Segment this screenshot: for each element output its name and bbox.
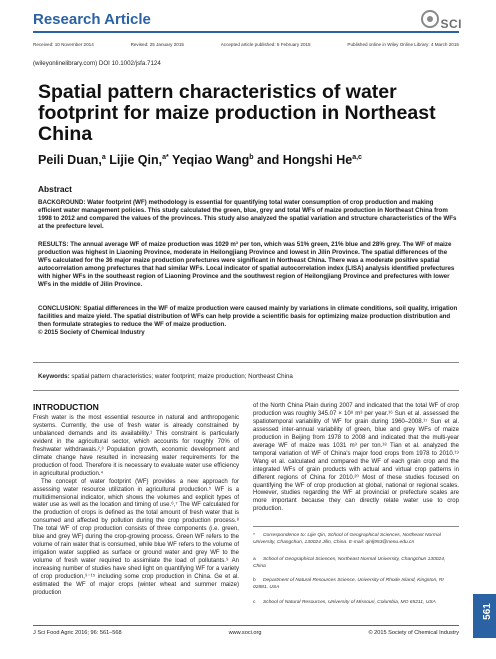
doi-link[interactable]: (wileyonlinelibrary.com) DOI 10.1002/jsfa.7124: [33, 60, 161, 67]
publication-dates: [33, 42, 459, 47]
revised-date: Revised: 25 January 2015: [130, 42, 184, 47]
background-text: Water footprint (WF) methodology is essential for quantifying total water consumption of crop production and making efficient water management policies. This study calculated the green, blue, grey and total WFs of maize production in Northeast China from 1998 to 2012 and compared the values of the provinces. This study also analyzed the spatial variation and structure characteristics of the WFs at the prefecture level.: [38, 199, 457, 230]
footnote-mark: *: [253, 533, 255, 538]
received-date: Received: 10 November 2014: [33, 42, 94, 47]
keywords: [38, 373, 293, 380]
body-column-left: [33, 415, 239, 598]
page-number: 561: [481, 603, 493, 620]
author-name[interactable]: Yeqiao Wang: [168, 153, 250, 167]
footnote-text: School of Geographical Sciences, Northeast Normal University, Changchun 130024, China: [253, 557, 446, 569]
published-date: Published online in Wiley Online Library: 4 March 2015: [347, 42, 459, 47]
footnote-mark: c: [253, 600, 256, 605]
page-number-tab: [473, 594, 496, 638]
abstract-conclusion: [38, 305, 458, 337]
footnote-text: Correspondence to: Lijie Qin, School of Geographical Sciences, Northeast Normal University, Changchun, 130024 Jilin, China. E-mail: qinlj953@nenu.edu.cn: [253, 533, 441, 545]
results-text: The annual average WF of maize production was 1029 m³ per ton, which was 51% green, 21% blue and 28% grey. The WF of maize production was highest in Liaoning Province, moderate in Heilongjiang Province and lowest in Jilin Province. The spatial differences of the WFs calculated for the 36 major maize production prefectures were significant in Northeast China. There was a moderate positive spatial autocorrelation among prefectures that had similar WFs. Local indicator of spatial autocorrelation index (LISA) analysis identified prefectures with higher WFs in the southeast region of Liaoning Province and the southwest region of Heilongjiang Province and prefectures with lower WFs in the middle of Jilin Province.: [38, 241, 455, 288]
introduction-heading: INTRODUCTION: [33, 402, 99, 412]
divider: [33, 390, 459, 391]
paragraph: Fresh water is the most essential resource in natural and anthropogenic systems. Currently, the use of fresh water is already constrained by unbalanced demands and its availability.¹ This constraint is particularly evident in the agricultural sector, which accounts for roughly 70% of freshwater withdrawals.²,³ Population growth, economic development and climate change have resulted in increasing water requirements for the production of food. Therefore it is necessary to evaluate water use efficiency in agricultural production.⁴: [33, 415, 239, 477]
article-title: Spatial pattern characteristics of water footprint for maize production in Northeast China: [38, 81, 436, 145]
footnote-divider: [253, 526, 459, 527]
author-name[interactable]: Lijie Qin,: [105, 153, 163, 167]
conclusion-text: Spatial differences in the WF of maize production were caused mainly by variations in climate conditions, soil quality, irrigation facilities and maize yield. The spatial distribution of WFs can help provide a scientific basis for optimizing maize production distribution and then formulate strategies to reduce the WF of maize production.: [38, 305, 458, 328]
abstract-background: [38, 199, 458, 231]
footnote-mark: a: [253, 557, 256, 562]
paragraph: of the North China Plain during 2007 and indicated that the total WF of crop production was roughly 345.07 × 10⁸ m³ per year.¹⁶ Sun et al. assessed the spatiotemporal variability of WF for grain during 1960–2008.¹⁷ Sun et al. assessed inter-annual variability of green, blue and grey WFs of maize production in Beijing from 1978 to 2008 and indicated that the multi-year average WF of maize was 1031 m³ per ton.¹⁸ Tian et al. analyzed the temporal variation of WF of China's major food crops from 1978 to 2010.¹⁹ Wang et al. calculated and compared the WF of each grain crop and the integrated WFs of grain products with actual and virtual crop patterns in different regions of China for 2010.²⁰ Most of these studies focused on quantifying the WF of crop production at global, national or regional scales. However, studies regarding the WF at provincial or prefecture scales are more important because they can directly relate water use to crop production.: [253, 403, 459, 513]
body-column-right: [253, 403, 459, 514]
keywords-text: spatial pattern characteristics; water footprint; maize production; Northeast China: [69, 373, 293, 380]
results-label: RESULTS:: [38, 241, 69, 248]
footnote-text: Department of Natural Resources Science, University of Rhode Island, Kingston, RI 02881, USA: [253, 578, 444, 590]
sci-logo-icon: [420, 9, 440, 29]
conclusion-label: CONCLUSION:: [38, 305, 82, 312]
website-link[interactable]: www.soci.org: [228, 630, 262, 636]
paragraph: The concept of water footprint (WF) provides a new approach for assessing water resource utilization in agricultural production.⁵ WF is a multidimensional indicator, which shows the volumes and explicit types of water use as well as the location and timing of use.⁶,⁷ The WF calculated for the production of crops is defined as the total amount of fresh water that is consumed and affected by pollution during the crop production process.⁸ The total WF of crop production consists of three components (i.e. green, blue and grey WF) during the crop-growing process. Green WF refers to the volume of rain water that is consumed, while blue WF refers to the volume of irrigation water supplied as surface or ground water and grey WF to the volume of fresh water required to assimilate the load of pollutants.⁹ An increasing number of studies have shed light on quantifying WF for a variety of crop production,⁹⁻¹⁵ including some crop production in China. Ge et al. estimated the WF of major crops (winter wheat and summer maize) production: [33, 478, 239, 596]
sci-logo: [420, 9, 464, 31]
author-affil: a,c: [352, 153, 362, 161]
background-label: BACKGROUND:: [38, 199, 86, 206]
section-label: Research Article: [33, 11, 151, 28]
page-footer: [33, 630, 459, 636]
author-name[interactable]: Peili Duan,: [38, 153, 102, 167]
keywords-label: Keywords:: [38, 373, 70, 380]
footer-copyright: © 2015 Society of Chemical Industry: [368, 630, 459, 636]
author-name[interactable]: and Hongshi He: [253, 153, 353, 167]
footnote-text: School of Natural Resources, University of Missouri, Columbia, MO 65211, USA: [263, 600, 436, 605]
header-rule: [33, 31, 459, 33]
abstract-heading: Abstract: [38, 184, 72, 194]
accepted-date: Accepted article published: 5 February 2015: [220, 42, 311, 47]
abstract-results: [38, 241, 458, 288]
author-affil: b: [249, 153, 254, 161]
footer-rule: [33, 625, 459, 626]
footnote-correspondence: [253, 533, 459, 546]
logo-text: SCI: [440, 17, 462, 31]
abstract-copyright: © 2015 Society of Chemical Industry: [38, 328, 145, 336]
footnote-affiliation-a: [253, 557, 459, 570]
footnote-affiliation-c: [253, 600, 459, 607]
divider: [33, 362, 459, 363]
footnote-mark: b: [253, 578, 256, 583]
author-list: [38, 153, 362, 167]
author-affil: a*: [162, 153, 169, 161]
journal-citation: J Sci Food Agric 2016; 96: 561–568: [33, 630, 122, 636]
author-affil: a: [101, 153, 106, 161]
footnote-affiliation-b: [253, 578, 459, 591]
